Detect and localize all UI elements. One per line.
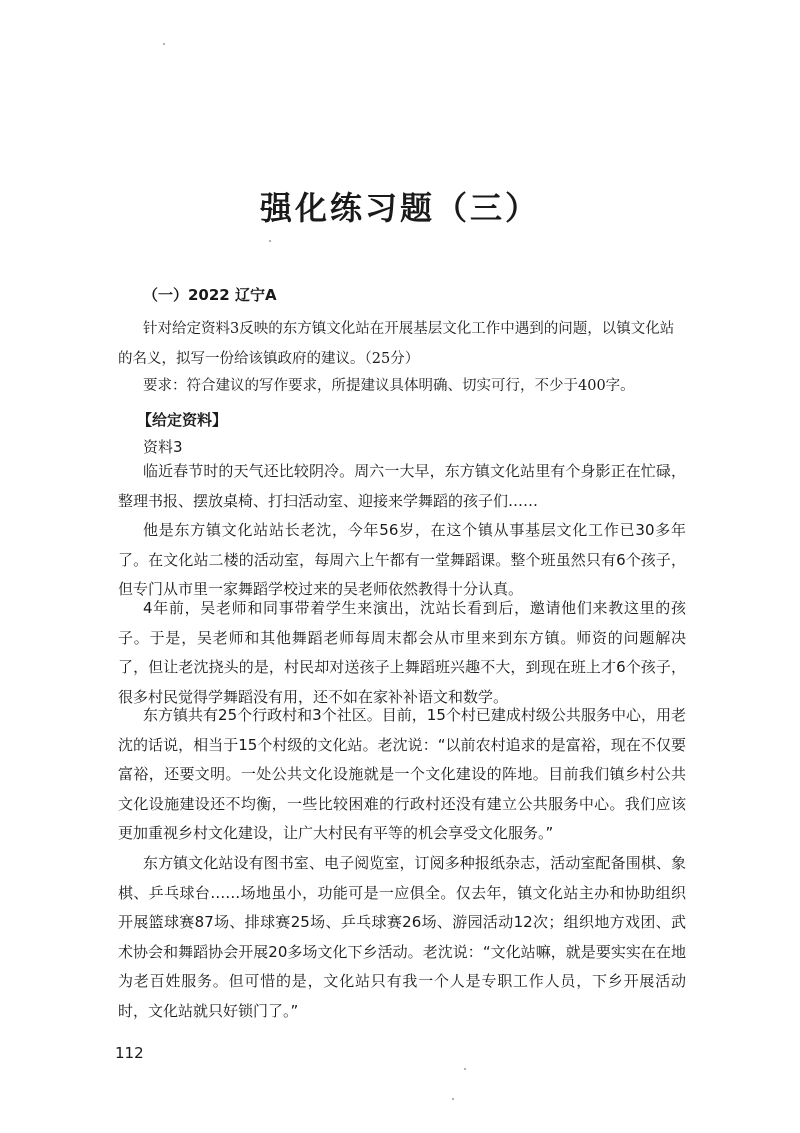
question-requirement: 要求：符合建议的写作要求，所提建议具体明确、切实可行，不少于400字。: [143, 378, 635, 394]
material-paragraph-5: 东方镇文化站设有图书室、电子阅览室，订阅多种报纸杂志，活动室配备围棋、象棋、乒乓球台……场地虽小，功能可是一应俱全。仅去年，镇文化站主办和协助组织开展篮球赛87场、排球赛25场、乒乓球赛26场、游园活动12次；组织地方戏团、武术协会和舞蹈协会开展20多场文化下乡活动。老沈说：“文化站嘛，就是要实实在在地为老百姓服务。但可惜的是，文化站只有我一个人是专职工作人员，下乡开展活动时，文化站就只好锁门了。”: [118, 854, 686, 1020]
material-paragraph-3: 4年前，吴老师和同事带着学生来演出，沈站长看到后，邀请他们来教这里的孩子。于是，吴老师和其他舞蹈老师每周末都会从市里来到东方镇。师资的问题解决了，但让老沈挠头的是，村民却对送孩子上舞蹈班兴趣不大，到现在班上才6个孩子，很多村民觉得学舞蹈没有用，还不如在家补补语文和数学。: [118, 599, 686, 706]
page-title: 强化练习题（三）: [259, 189, 540, 227]
given-materials-label: 【给定资料】: [137, 411, 228, 429]
question-task: 针对给定资料3反映的东方镇文化站在开展基层文化工作中遇到的问题，以镇文化站的名义，拟写一份给该镇政府的建议。（25分）: [118, 321, 675, 367]
scan-speck: [452, 1098, 454, 1100]
material-paragraph-1: 临近春节时的天气还比较阴冷。周六一大早，东方镇文化站里有个身影正在忙碌，整理书报、摆放桌椅、打扫活动室、迎接来学舞蹈的孩子们……: [118, 462, 686, 510]
material-label: 资料3: [143, 438, 183, 456]
scan-speck: [269, 240, 271, 242]
scan-speck: [163, 43, 165, 45]
section-heading: （一）2022 辽宁A: [143, 286, 277, 304]
material-paragraph-2: 他是东方镇文化站站长老沈，今年56岁，在这个镇从事基层文化工作已30多年了。在文化站二楼的活动室，每周六上午都有一堂舞蹈课。整个班虽然只有6个孩子，但专门从市里一家舞蹈学校过来的吴老师依然教得十分认真。: [118, 521, 686, 598]
page-number: 112: [115, 1044, 144, 1062]
scan-speck: [464, 1068, 466, 1070]
material-paragraph-4: 东方镇共有25个行政村和3个社区。目前，15个村已建成村级公共服务中心，用老沈的话说，相当于15个村级的文化站。老沈说：“以前农村追求的是富裕，现在不仅要富裕，还要文明。一处公共文化设施就是一个文化建设的阵地。目前我们镇乡村公共文化设施建设还不均衡，一些比较困难的行政村还没有建立公共服务中心。我们应该更加重视乡村文化建设，让广大村民有平等的机会享受文化服务。”: [118, 706, 686, 842]
